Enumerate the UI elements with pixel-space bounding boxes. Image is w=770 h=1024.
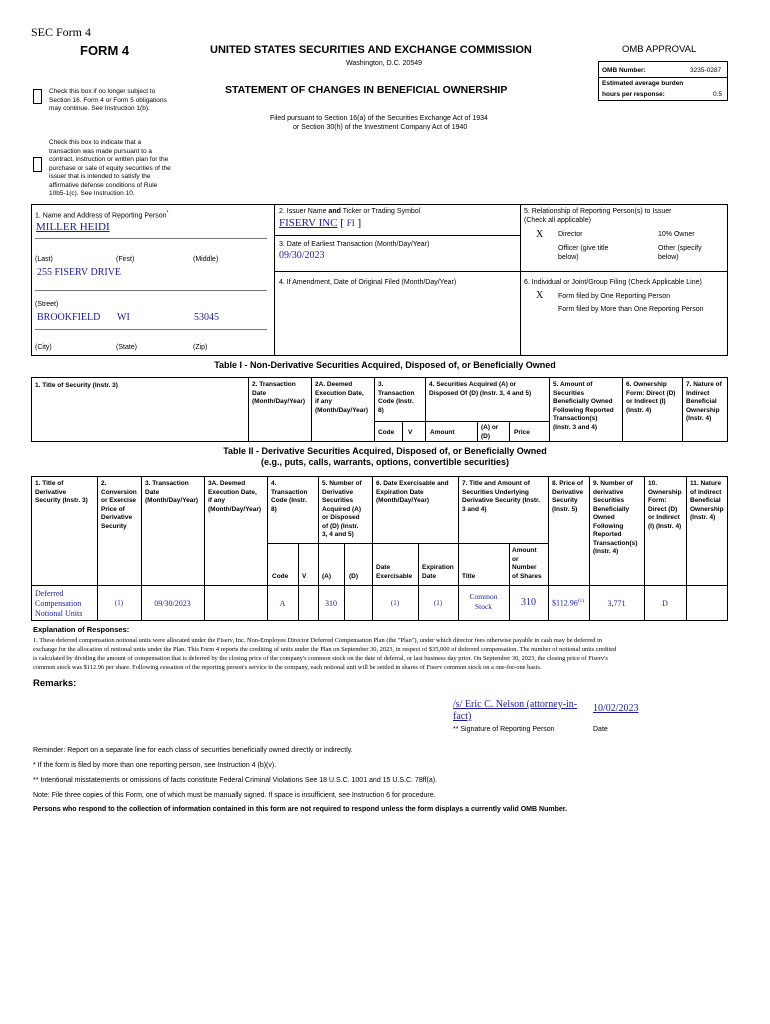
omb-hours-value: 0.5 [713, 91, 723, 98]
issuer-label: 2. Issuer Name and Ticker or Trading Symbol [279, 208, 421, 215]
t1-col-amount-owned: 5. Amount of Securities Beneficially Owned Following Reported Transaction(s) (Instr. 3 and 4) [553, 381, 614, 431]
sec-form-label: SEC Form 4 [31, 25, 92, 39]
issuer-ticker: FI [346, 218, 355, 228]
omb-number-label: OMB Number: [602, 67, 646, 74]
t2-col-number: 5. Number of Derivative Securities Acquired (A) or Disposed of (D) (Instr. 3, 4 and 5) [322, 480, 362, 538]
t2-sub-d: (D) [349, 573, 359, 580]
director-x-mark: X [536, 229, 544, 240]
filed-pursuant-line1: Filed pursuant to Section 16(a) of the Securities Exchange Act of 1934 [270, 115, 488, 122]
table2-title: Table II - Derivative Securities Acquired, Disposed of, or Beneficially Owned (e.g., puts, calls, warrants, options, convertible securities) [223, 446, 547, 467]
t2-row-amount: 310 [521, 597, 536, 608]
multiple-person-label: Form filed by More than One Reporting Person [558, 306, 704, 313]
omb-number-value: 3235-0287 [690, 67, 722, 74]
t2-sub-amount: Amount or Number of Shares [512, 547, 542, 580]
t2-sub-date-exercisable: Date Exercisable [376, 564, 413, 580]
ten-percent-owner-label: 10% Owner [658, 231, 695, 238]
t1-sub-amount: Amount [430, 429, 455, 436]
filed-pursuant-line2: or Section 30(h) of the Investment Company Act of 1940 [293, 124, 468, 131]
city-value: BROOKFIELD [37, 312, 101, 323]
commission-location: Washington, D.C. 20549 [346, 60, 423, 67]
t2-row-date: 09/30/2023 [154, 599, 191, 608]
earliest-transaction-label: 3. Date of Earliest Transaction (Month/Day/Year) [279, 241, 430, 248]
t2-row-expiration: (1) [433, 599, 443, 607]
t1-col-nature: 7. Nature of Indirect Beneficial Ownership (Instr. 4) [686, 381, 722, 422]
t2-row-acquired: 310 [325, 599, 337, 608]
t1-col-code: 3. Transaction Code (Instr. 8) [378, 381, 415, 414]
t2-col-ownership-form: 10. Ownership Form: Direct (D) or Indirect (I) (Instr. 4) [648, 480, 682, 530]
t2-sub-v: V [302, 573, 307, 580]
t2-row-title: Deferred Compensation Notional Units [35, 589, 83, 618]
t1-col-securities: 4. Securities Acquired (A) or Disposed Of (D) (Instr. 3, 4 and 5) [429, 381, 532, 397]
t2-row-price: $112.96$^{(1)}$ [552, 598, 585, 608]
t1-sub-v: V [408, 429, 413, 436]
t2-col-owned: 9. Number of derivative Securities Beneficially Owned Following Reported Transaction(s) (Instr. 4) [593, 480, 638, 555]
rule-10b5-checkbox[interactable] [33, 157, 42, 172]
street-label: (Street) [35, 301, 59, 308]
t2-col-underlying: 7. Title and Amount of Securities Underlying Derivative Security (Instr. 3 and 4) [462, 480, 541, 513]
t2-col-exercisable: 6. Date Exercisable and Expiration Date (Month/Day/Year) [376, 480, 449, 504]
state-label: (State) [116, 344, 138, 351]
t2-col-title: 1. Title of Derivative Security (Instr. 3) [35, 480, 88, 504]
table1-title: Table I - Non-Derivative Securities Acquired, Disposed of, or Beneficially Owned [214, 360, 556, 370]
t2-row-conversion: (1) [114, 599, 124, 607]
t1-sub-aord: (A) or (D) [481, 424, 499, 440]
t2-col-code: 4. Transaction Code (Instr. 8) [271, 480, 308, 513]
state-value: WI [117, 312, 130, 323]
t2-col-nature: 11. Nature of Indirect Beneficial Ownership (Instr. 4) [690, 480, 724, 521]
no-longer-subject-text: Check this box if no longer subject to Section 16. Form 4 or Form 5 obligations may continue. See Instruction 1(b). [49, 88, 167, 112]
file-copies-note: Note: File three copies of this Form, one of which must be manually signed. If space is insufficient, see Instruction 6 for procedure. [33, 792, 436, 799]
t2-col-date: 3. Transaction Date (Month/Day/Year) [145, 480, 199, 504]
t1-col-deemed: 2A. Deemed Execution Date, if any (Month/Day/Year) [315, 381, 369, 414]
signature-label: ** Signature of Reporting Person [453, 726, 555, 733]
t2-row-code: A [279, 599, 286, 608]
t2-col-conversion: 2. Conversion or Exercise Price of Derivative Security [101, 480, 137, 530]
director-label: Director [558, 231, 583, 238]
explanation-note: 1. These deferred compensation notional units were allocated under the Fiserv, Inc. Non-Employee Director Deferred Compensation Plan (the "Plan"), under which director fees otherwise payable in cash may be deferred in exchange for the allocation of notional units under the Plan. This Form 4 reports the crediting of units under the Plan on September 30, 2023, in respect of $35,000 of deferred compensation. The number of notional units credited is calculated by dividing the amount of compensation that is deferred by the closing price of the company's common stock on the date of deferral, or last business day prior. On September 30, 2023, the closing price of Fiserv's common stock was $112.96 per share. Following cessation of the reporting person's service to the company, each notional unit will be settled in shares of Fiserv common stock on a one-for-one basis. [33, 637, 617, 671]
reporting-person-label: 1. Name and Address of Reporting Person* [35, 210, 169, 220]
omb-notice: Persons who respond to the collection of information contained in this form are not required to respond unless the form displays a currently valid OMB Number. [33, 806, 568, 813]
t2-sub-a: (A) [322, 573, 332, 580]
statement-title: STATEMENT OF CHANGES IN BENEFICIAL OWNERSHIP [225, 84, 508, 96]
t2-col-price: 8. Price of Derivative Security (Instr. 5) [552, 480, 584, 513]
rule-10b5-text: Check this box to indicate that a transaction was made pursuant to a contract, instruction or written plan for the purchase or sale of equity securities of the issuer that is intended to satisfy the affirmative defense conditions of Rule 10b5-1(c). See Instruction 10. [49, 139, 171, 197]
one-person-label: Form filed by One Reporting Person [558, 293, 671, 300]
signature-date: 10/02/2023 [593, 703, 639, 714]
city-label: (City) [35, 344, 52, 351]
zip-label: (Zip) [193, 344, 208, 351]
last-name-label: (Last) [35, 256, 53, 263]
t2-col-deemed: 3A. Deemed Execution Date, if any (Month/Day/Year) [208, 480, 262, 513]
t2-row-ownership-form: D [662, 599, 668, 608]
commission-title: UNITED STATES SECURITIES AND EXCHANGE COMMISSION [210, 44, 532, 56]
instruction-star1: * If the form is filed by more than one reporting person, see Instruction 4 (b)(v). [33, 762, 277, 769]
t1-col-ownership-form: 6. Ownership Form: Direct (D) or Indirect (I) (Instr. 4) [626, 381, 676, 414]
filing-type-label: 6. Individual or Joint/Group Filing (Check Applicable Line) [524, 279, 702, 286]
issuer-name[interactable]: FISERV INC [279, 217, 338, 229]
omb-burden-label: Estimated average burden [602, 80, 684, 87]
t1-sub-code: Code [378, 429, 395, 436]
t2-row-underlying-title: Common Stock [469, 592, 498, 611]
one-person-x-mark: X [536, 290, 544, 301]
officer-label: Officer (give title below) [558, 245, 609, 261]
omb-hours-label: hours per response: [602, 91, 665, 98]
t2-row-owned: 3,771 [607, 599, 626, 608]
t2-sub-title: Title [462, 573, 476, 580]
amendment-label: 4. If Amendment, Date of Original Filed (Month/Day/Year) [279, 279, 457, 286]
other-label: Other (specify below) [658, 245, 702, 261]
explanation-heading: Explanation of Responses: [33, 625, 130, 634]
middle-name-label: (Middle) [193, 256, 219, 263]
t2-sub-code: Code [272, 573, 289, 580]
zip-value: 53045 [194, 312, 219, 323]
no-longer-subject-checkbox[interactable] [33, 89, 42, 104]
relationship-label: 5. Relationship of Reporting Person(s) to Issuer (Check all applicable) [524, 208, 672, 224]
reminder-text: Reminder: Report on a separate line for each class of securities beneficially owned directly or indirectly. [33, 747, 353, 754]
t2-row-date-exercisable: (1) [390, 599, 400, 607]
issuer-field: FISERV INC [ FI ] [279, 217, 362, 229]
t1-col-date: 2. Transaction Date (Month/Day/Year) [252, 381, 306, 405]
instruction-star2: ** Intentional misstatements or omissions of facts constitute Federal Criminal Violations See 18 U.S.C. 1001 and 15 U.S.C. 78ff(a). [33, 777, 437, 784]
remarks-heading: Remarks: [33, 678, 77, 689]
t1-sub-price: Price [514, 429, 530, 436]
date-label: Date [593, 726, 608, 733]
first-name-label: (First) [116, 256, 135, 263]
t2-sub-expiration: Expiration Date [422, 564, 454, 580]
street-value: 255 FISERV DRIVE [37, 267, 122, 278]
reporting-person-name[interactable]: MILLER HEIDI [36, 221, 110, 233]
earliest-transaction-date: 09/30/2023 [279, 250, 325, 261]
form-title: FORM 4 [80, 43, 130, 58]
signature[interactable]: /s/ Eric C. Nelson (attorney-in- fact) [453, 699, 578, 722]
t1-col-title: 1. Title of Security (Instr. 3) [35, 382, 118, 389]
omb-approval-title: OMB APPROVAL [622, 44, 697, 55]
